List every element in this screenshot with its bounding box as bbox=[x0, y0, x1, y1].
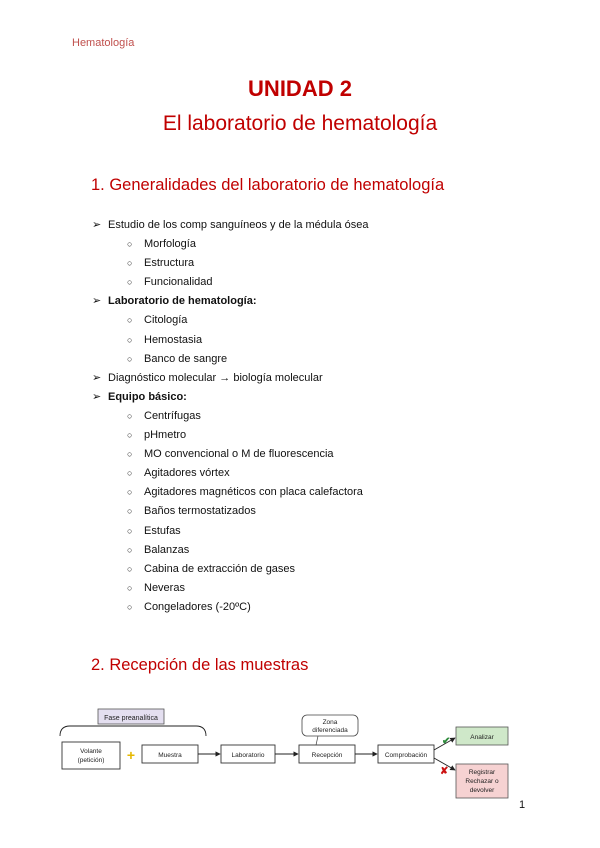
circle-bullet-icon: ○ bbox=[127, 582, 133, 593]
circle-bullet-icon: ○ bbox=[127, 353, 133, 364]
sub-list-item: ○ Citología bbox=[92, 311, 552, 330]
list-item-text: Laboratorio de hematología: bbox=[108, 295, 257, 308]
rechazo-label-line2: Rechazar o bbox=[465, 778, 499, 785]
zone-callout-pointer bbox=[316, 736, 318, 745]
arrow-bullet-icon: ➢ bbox=[92, 390, 102, 403]
list-item bbox=[92, 292, 552, 311]
comprobacion-label: Comprobación bbox=[384, 752, 428, 759]
page-number: 1 bbox=[519, 799, 526, 811]
sub-list-item: ○ Neveras bbox=[92, 579, 552, 598]
arrow-bullet-icon: ➢ bbox=[92, 371, 102, 384]
circle-bullet-icon: ○ bbox=[127, 487, 133, 498]
phase-label: Fase preanalítica bbox=[104, 715, 158, 722]
sub-list-item: ○ MO convencional o M de fluorescencia bbox=[92, 445, 552, 464]
sub-list-item: ○ Congeladores (-20ºC) bbox=[92, 598, 552, 617]
section-heading-recepcion: 2. Recepción de las muestras bbox=[91, 656, 309, 674]
cross-icon: ✘ bbox=[440, 766, 449, 777]
list-item-text: Equipo básico: bbox=[108, 390, 187, 403]
list-item bbox=[92, 388, 552, 407]
circle-bullet-icon: ○ bbox=[127, 410, 133, 421]
circle-bullet-icon: ○ bbox=[127, 315, 133, 326]
sub-list-item: ○ pHmetro bbox=[92, 426, 552, 445]
sub-list-item: ○ Cabina de extracción de gases bbox=[92, 560, 552, 579]
volante-label-line1: Volante bbox=[80, 748, 102, 755]
recepcion-label: Recepción bbox=[311, 752, 343, 759]
unit-title: UNIDAD 2 bbox=[248, 76, 352, 101]
circle-bullet-icon: ○ bbox=[127, 601, 133, 612]
reception-flow-diagram bbox=[50, 700, 570, 805]
generalidades-list bbox=[92, 216, 552, 617]
analizar-label: Analizar bbox=[470, 734, 494, 741]
section-heading-generalidades: 1. Generalidades del laboratorio de hematología bbox=[91, 176, 445, 194]
rechazo-label-line1: Registrar bbox=[468, 769, 496, 776]
rechazo-label-line3: devolver bbox=[469, 787, 495, 794]
sub-list-item: ○ Estructura bbox=[92, 254, 552, 273]
sub-list-item: ○ Banco de sangre bbox=[92, 350, 552, 369]
circle-bullet-icon: ○ bbox=[127, 449, 133, 460]
sub-list-item: ○ Agitadores vórtex bbox=[92, 464, 552, 483]
zone-label-line2: diferenciada bbox=[312, 727, 348, 734]
list-item bbox=[92, 216, 552, 235]
circle-bullet-icon: ○ bbox=[127, 239, 133, 250]
circle-bullet-icon: ○ bbox=[127, 506, 133, 517]
muestra-label: Muestra bbox=[158, 752, 182, 759]
phase-bracket bbox=[60, 726, 206, 736]
sub-list-item: ○ Centrífugas bbox=[92, 407, 552, 426]
list-item-text: Diagnóstico molecular → biología molecular bbox=[108, 371, 323, 384]
sub-list-item: ○ Estufas bbox=[92, 522, 552, 541]
sub-list-item: ○ Baños termostatizados bbox=[92, 502, 552, 521]
plus-icon: + bbox=[126, 747, 136, 763]
unit-subtitle: El laboratorio de hematología bbox=[162, 112, 438, 135]
list-item bbox=[92, 369, 552, 388]
sub-list-item: ○ Hemostasia bbox=[92, 331, 552, 350]
running-header: Hematología bbox=[72, 37, 135, 49]
volante-label-line2: (petición) bbox=[77, 757, 105, 764]
circle-bullet-icon: ○ bbox=[127, 563, 133, 574]
sub-list-item: ○ Agitadores magnéticos con placa calefactora bbox=[92, 483, 552, 502]
check-icon: ✔ bbox=[442, 736, 451, 747]
sub-list-item: ○ Balanzas bbox=[92, 541, 552, 560]
arrow-bullet-icon: ➢ bbox=[92, 295, 102, 308]
laboratorio-label: Laboratorio bbox=[231, 752, 265, 759]
zone-label-line1: Zona bbox=[322, 719, 338, 726]
circle-bullet-icon: ○ bbox=[127, 468, 133, 479]
circle-bullet-icon: ○ bbox=[127, 277, 133, 288]
circle-bullet-icon: ○ bbox=[127, 430, 133, 441]
circle-bullet-icon: ○ bbox=[127, 544, 133, 555]
circle-bullet-icon: ○ bbox=[127, 334, 133, 345]
volante-box bbox=[62, 742, 120, 769]
circle-bullet-icon: ○ bbox=[127, 258, 133, 269]
sub-list-item: ○ Morfología bbox=[92, 235, 552, 254]
arrow-bullet-icon: ➢ bbox=[92, 219, 102, 231]
list-item-text: Estudio de los comp sanguíneos y de la médula ósea bbox=[108, 219, 369, 231]
circle-bullet-icon: ○ bbox=[127, 525, 133, 536]
sub-list-item: ○ Funcionalidad bbox=[92, 273, 552, 292]
